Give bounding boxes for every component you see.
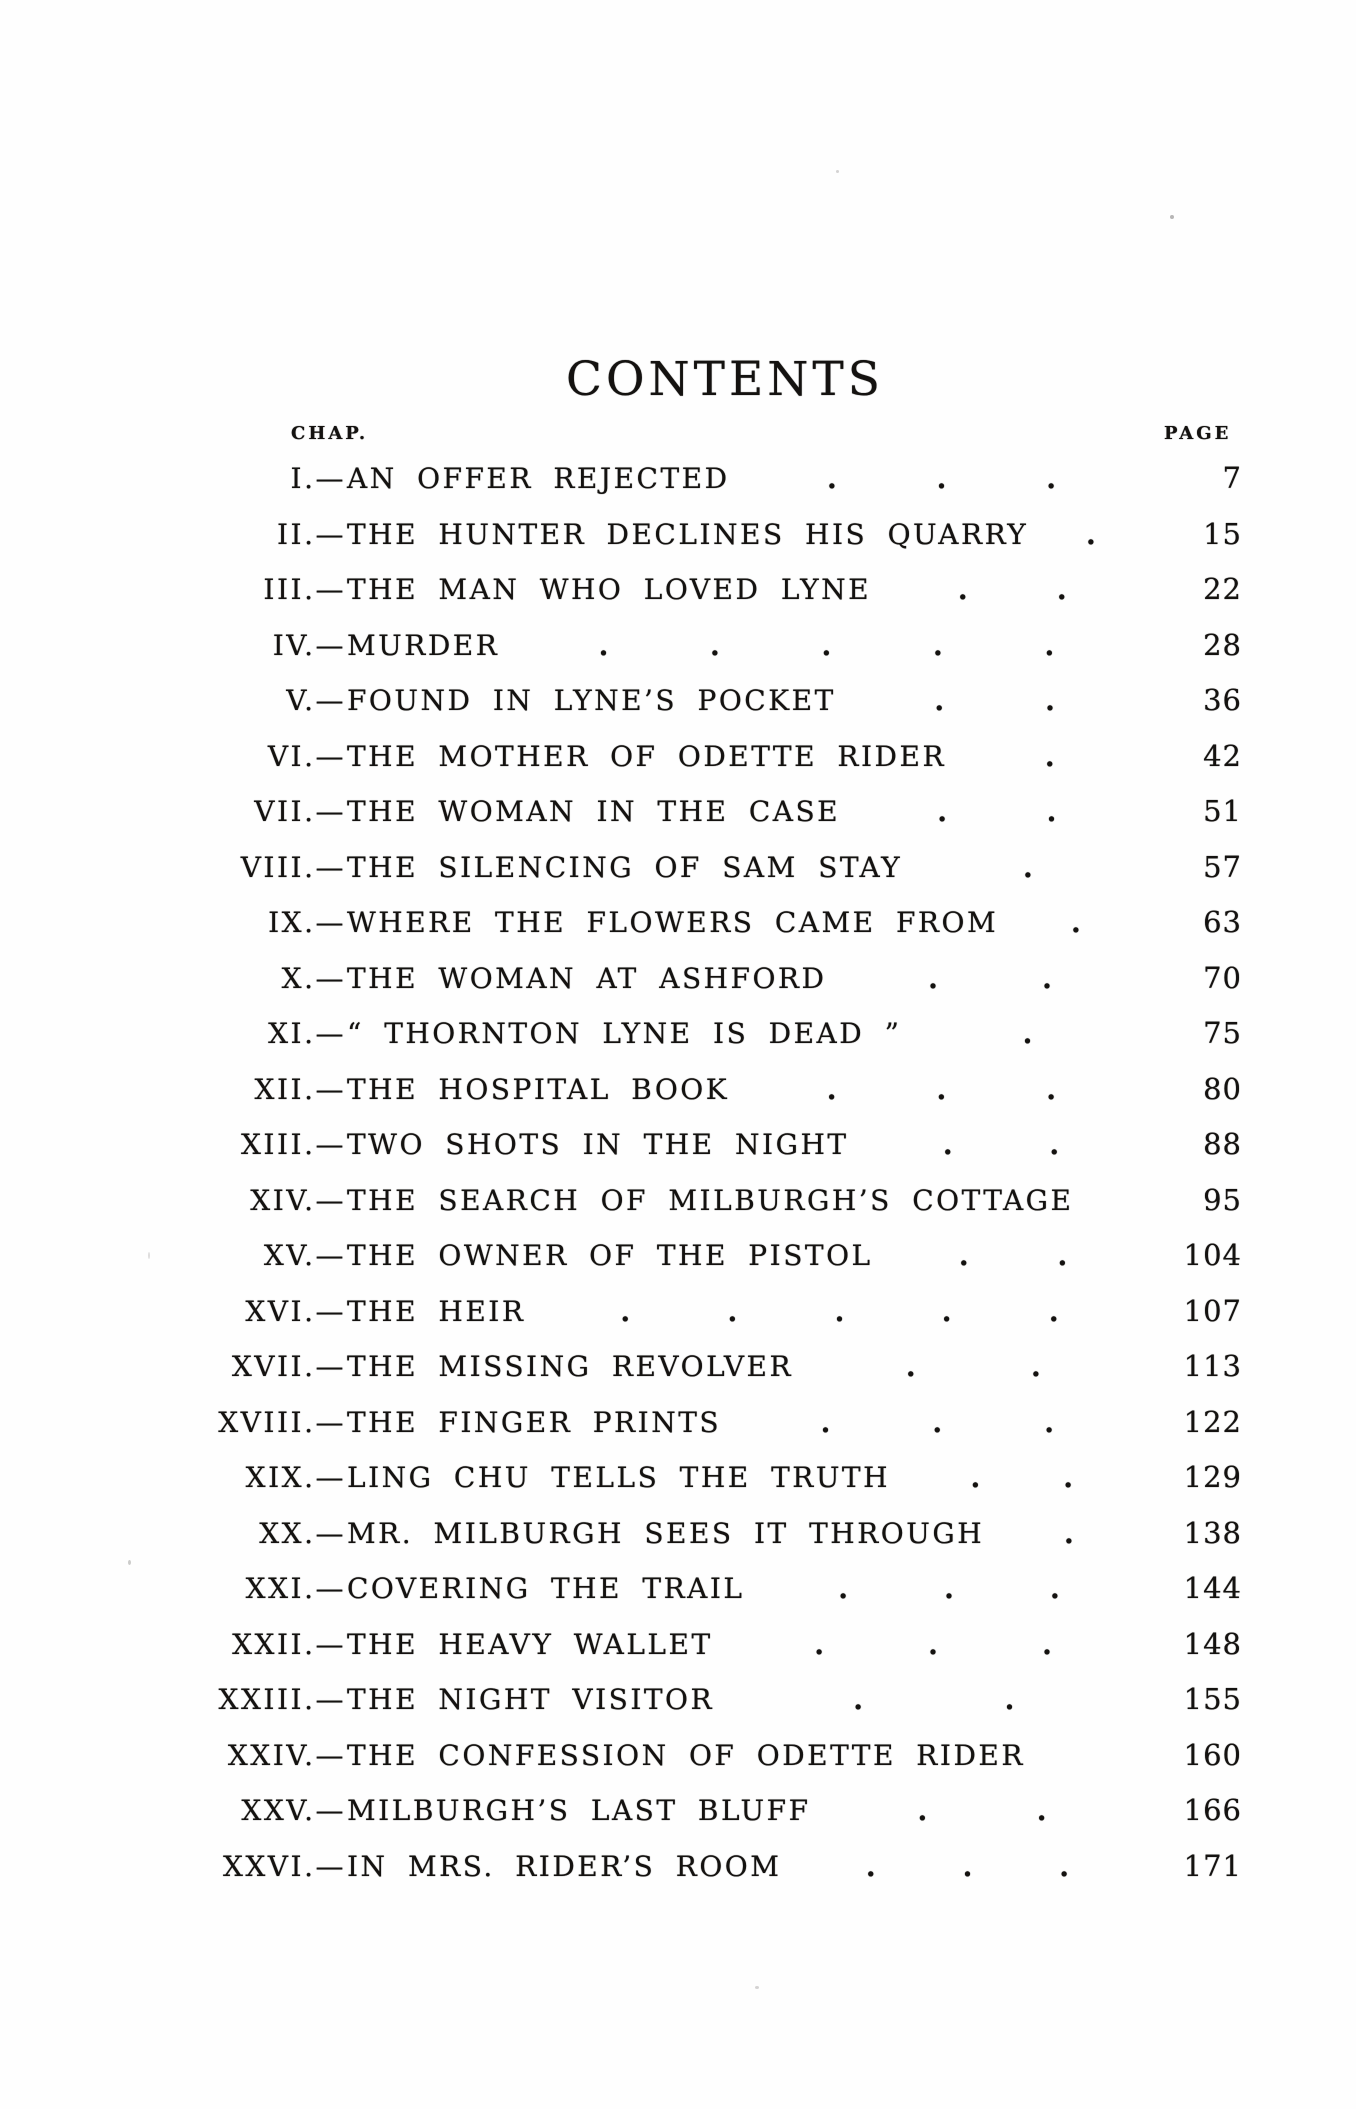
scan-speck xyxy=(755,1986,759,1989)
chapter-number: XI.— xyxy=(268,1017,346,1050)
toc-row xyxy=(180,1339,1242,1395)
chapter-number: XXV.— xyxy=(241,1794,346,1827)
leader-dots xyxy=(984,1506,1156,1562)
leader-dots xyxy=(871,562,1156,618)
chapter-number: XXVI.— xyxy=(222,1849,346,1883)
leader-dot: . xyxy=(958,1239,972,1272)
page-number: 113 xyxy=(1183,1349,1242,1383)
leader-dot: . xyxy=(853,1683,866,1716)
leader-dots xyxy=(730,451,1156,507)
leader-dot: . xyxy=(1049,1128,1062,1161)
page-number: 70 xyxy=(1203,960,1242,995)
chapter-title: THE NIGHT VISITOR xyxy=(347,1683,715,1716)
leader-dot: . xyxy=(1045,684,1058,717)
toc-row xyxy=(180,1284,1242,1340)
toc-row xyxy=(180,562,1242,618)
leader-dot: . xyxy=(1059,1849,1072,1883)
leader-dots xyxy=(840,784,1156,840)
toc-row xyxy=(180,729,1242,785)
chapter-title: LING CHU TELLS THE TRUTH xyxy=(347,1461,891,1494)
chapter-number: V.— xyxy=(286,684,346,717)
toc-row xyxy=(180,951,1242,1007)
page-number: 51 xyxy=(1203,794,1242,828)
leader-dot: . xyxy=(1057,1239,1070,1272)
leader-dots xyxy=(713,1617,1156,1673)
scan-speck xyxy=(836,170,839,173)
leader-dots xyxy=(998,895,1156,951)
page-number: 144 xyxy=(1183,1571,1242,1605)
scan-speck xyxy=(1170,215,1174,219)
leader-dot: . xyxy=(941,1294,954,1328)
leader-dot: . xyxy=(905,1350,919,1383)
page-number: 22 xyxy=(1203,572,1242,606)
page-number: 129 xyxy=(1183,1460,1242,1494)
leader-dot: . xyxy=(928,1627,941,1661)
leader-dot: . xyxy=(1063,1461,1076,1494)
chapter-title: AN OFFER REJECTED xyxy=(347,462,730,495)
chapter-number: XXIV.— xyxy=(227,1738,346,1772)
chapter-title: WHERE THE FLOWERS CAME FROM xyxy=(347,906,999,939)
chapter-title: THE HUNTER DECLINES HIS QUARRY xyxy=(347,517,1029,551)
leader-dot: . xyxy=(1056,573,1070,606)
page-number: 171 xyxy=(1183,1848,1242,1883)
toc-row xyxy=(180,1672,1242,1728)
chapter-title: TWO SHOTS IN THE NIGHT xyxy=(347,1128,849,1161)
leader-dot: . xyxy=(826,1072,839,1106)
chapter-number: XIII.— xyxy=(240,1128,346,1161)
page-column-label: PAGE xyxy=(1164,423,1232,444)
leader-dots xyxy=(714,1672,1156,1728)
leader-dot: . xyxy=(834,1294,847,1328)
chapter-number: XVIII.— xyxy=(218,1405,346,1439)
toc-row xyxy=(180,1561,1242,1617)
leader-dots xyxy=(890,1450,1156,1506)
page-number: 138 xyxy=(1183,1515,1242,1550)
leader-dot: . xyxy=(932,1405,945,1439)
leader-dot: . xyxy=(1070,906,1084,939)
leader-dots xyxy=(729,1062,1156,1118)
chapter-title: MR. MILBURGH SEES IT THROUGH xyxy=(347,1516,985,1550)
leader-dot: . xyxy=(865,1849,879,1883)
toc-row xyxy=(180,1617,1242,1673)
leader-dots xyxy=(1028,507,1156,563)
toc-row xyxy=(180,673,1242,729)
page-number: 166 xyxy=(1183,1793,1242,1827)
chapter-title: FOUND IN LYNE’S POCKET xyxy=(347,684,836,717)
leader-dot: . xyxy=(1004,1683,1017,1716)
page-number: 42 xyxy=(1203,738,1242,773)
leader-dot: . xyxy=(1042,1627,1055,1661)
scan-speck xyxy=(148,1252,150,1259)
toc-row xyxy=(180,1728,1242,1784)
chapter-number: IV.— xyxy=(272,628,346,662)
leader-dot: . xyxy=(1022,850,1036,884)
leader-dot: . xyxy=(710,628,723,662)
leader-dot: . xyxy=(962,1849,975,1883)
page-number: 57 xyxy=(1203,849,1242,884)
leader-dot: . xyxy=(820,1405,833,1439)
toc-row xyxy=(180,784,1242,840)
leader-dot: . xyxy=(727,1294,740,1328)
leader-dots xyxy=(811,1783,1156,1839)
page-number: 28 xyxy=(1203,627,1242,662)
chapter-number: XV.— xyxy=(263,1239,346,1272)
chapter-title: IN MRS. RIDER’S ROOM xyxy=(347,1849,782,1883)
toc-row xyxy=(180,1395,1242,1451)
leader-dot: . xyxy=(1042,961,1055,995)
page-number: 95 xyxy=(1203,1182,1242,1217)
toc-row xyxy=(180,840,1242,896)
scan-speck xyxy=(128,1560,131,1565)
leader-dot: . xyxy=(1044,739,1058,773)
chapter-number: X.— xyxy=(281,961,346,995)
chapter-title: THE MOTHER OF ODETTE RIDER xyxy=(347,739,947,773)
leader-dot: . xyxy=(826,462,840,495)
page-number: 7 xyxy=(1222,461,1242,495)
toc-list xyxy=(180,451,1242,1894)
leader-dot: . xyxy=(1086,517,1099,551)
chapter-number: IX.— xyxy=(268,906,346,939)
leader-dot: . xyxy=(936,462,949,495)
chapter-title: MILBURGH’S LAST BLUFF xyxy=(347,1794,811,1827)
chapter-number: XIV.— xyxy=(250,1183,346,1217)
toc-row xyxy=(180,507,1242,563)
page-number: 88 xyxy=(1203,1127,1242,1161)
leader-dot: . xyxy=(1050,1572,1063,1605)
leader-dot: . xyxy=(1048,1294,1062,1328)
chapter-number: XVII.— xyxy=(231,1350,346,1383)
leader-dot: . xyxy=(944,1572,957,1605)
leader-dot: . xyxy=(936,1072,949,1106)
chapter-number: XII.— xyxy=(254,1072,346,1106)
leader-dots xyxy=(901,1006,1156,1062)
chapter-title: THE HEAVY WALLET xyxy=(347,1627,713,1661)
leader-dot: . xyxy=(1030,1350,1044,1383)
toc-row xyxy=(180,1173,1242,1229)
leader-dot: . xyxy=(942,1128,956,1161)
chapter-number: VI.— xyxy=(267,739,346,773)
leader-dot: . xyxy=(838,1572,851,1605)
leader-dots xyxy=(826,951,1156,1007)
chapter-number: XVI.— xyxy=(245,1294,346,1328)
chapter-title: THE WOMAN AT ASHFORD xyxy=(347,961,827,995)
page-number: 155 xyxy=(1183,1682,1242,1716)
page-title: CONTENTS xyxy=(566,352,884,407)
chapter-column-label: CHAP. xyxy=(291,423,369,444)
chapter-title: COVERING THE TRAIL xyxy=(347,1572,745,1605)
page-number: 63 xyxy=(1203,905,1242,939)
chapter-number: XXII.— xyxy=(232,1627,346,1661)
leader-dots xyxy=(902,840,1156,896)
leader-dot: . xyxy=(598,628,611,662)
chapter-title: THE HEIR xyxy=(347,1294,526,1328)
chapter-title: THE OWNER OF THE PISTOL xyxy=(347,1239,873,1272)
toc-row xyxy=(180,1062,1242,1118)
leader-dot: . xyxy=(1046,462,1059,495)
leader-dot: . xyxy=(821,628,834,662)
chapter-number: XXI.— xyxy=(245,1572,346,1605)
toc-row xyxy=(180,1006,1242,1062)
leader-dot: . xyxy=(934,684,947,717)
leader-dots xyxy=(849,1117,1156,1173)
page-number: 15 xyxy=(1203,516,1242,551)
chapter-title: “ THORNTON LYNE IS DEAD ” xyxy=(347,1017,902,1050)
leader-dot: . xyxy=(970,1461,983,1494)
leader-dot: . xyxy=(1044,1405,1057,1439)
chapter-number: XX.— xyxy=(259,1516,346,1550)
leader-dots xyxy=(946,729,1156,785)
toc-row xyxy=(180,618,1242,674)
chapter-title: MURDER xyxy=(347,628,500,662)
chapter-title: THE SEARCH OF MILBURGH’S COTTAGE xyxy=(347,1183,1074,1217)
chapter-title: THE HOSPITAL BOOK xyxy=(347,1072,730,1106)
leader-dots xyxy=(525,1284,1156,1340)
toc-row xyxy=(180,895,1242,951)
toc-row xyxy=(180,1783,1242,1839)
leader-dot: . xyxy=(1036,1794,1049,1827)
chapter-title: THE MAN WHO LOVED LYNE xyxy=(347,573,872,606)
chapter-number: I.— xyxy=(290,462,346,495)
page-number: 160 xyxy=(1183,1737,1242,1772)
leader-dots xyxy=(873,1228,1156,1284)
page-number: 75 xyxy=(1203,1016,1242,1050)
page-number: 148 xyxy=(1183,1626,1242,1661)
page-number: 36 xyxy=(1203,683,1242,717)
chapter-number: II.— xyxy=(276,517,346,551)
leader-dots xyxy=(836,673,1156,729)
leader-dots xyxy=(499,618,1156,674)
leader-dot: . xyxy=(1022,1017,1035,1050)
leader-dot: . xyxy=(814,1627,827,1661)
chapter-number: XXIII.— xyxy=(218,1683,346,1716)
leader-dot: . xyxy=(917,1794,930,1827)
leader-dots xyxy=(745,1561,1156,1617)
chapter-number: VII.— xyxy=(254,795,346,828)
chapter-number: XIX.— xyxy=(245,1461,346,1494)
leader-dot: . xyxy=(937,795,950,828)
chapter-title: THE CONFESSION OF ODETTE RIDER xyxy=(347,1738,1025,1772)
toc-row xyxy=(180,451,1242,507)
chapter-number: VIII.— xyxy=(240,850,346,884)
leader-dot: . xyxy=(1044,628,1057,662)
leader-dot: . xyxy=(1046,795,1059,828)
toc-row xyxy=(180,1839,1242,1895)
leader-dot: . xyxy=(1063,1516,1077,1550)
page-number: 104 xyxy=(1183,1238,1242,1272)
leader-dot: . xyxy=(928,961,941,995)
toc-row xyxy=(180,1117,1242,1173)
page-number: 107 xyxy=(1183,1293,1242,1328)
chapter-title: THE WOMAN IN THE CASE xyxy=(347,795,841,828)
leader-dot: . xyxy=(1046,1072,1059,1106)
toc-row xyxy=(180,1506,1242,1562)
chapter-title: THE FINGER PRINTS xyxy=(347,1405,722,1439)
leader-dot: . xyxy=(933,628,946,662)
toc-row xyxy=(180,1228,1242,1284)
chapter-title: THE MISSING REVOLVER xyxy=(347,1350,794,1383)
leader-dots xyxy=(721,1395,1156,1451)
chapter-title: THE SILENCING OF SAM STAY xyxy=(347,850,903,884)
leader-dots xyxy=(793,1339,1156,1395)
leader-dots xyxy=(781,1839,1156,1895)
page-number: 80 xyxy=(1203,1071,1242,1106)
leader-dot: . xyxy=(620,1294,633,1328)
toc-row xyxy=(180,1450,1242,1506)
leader-dot: . xyxy=(957,573,971,606)
page-number: 122 xyxy=(1183,1404,1242,1439)
chapter-number: III.— xyxy=(263,573,346,606)
